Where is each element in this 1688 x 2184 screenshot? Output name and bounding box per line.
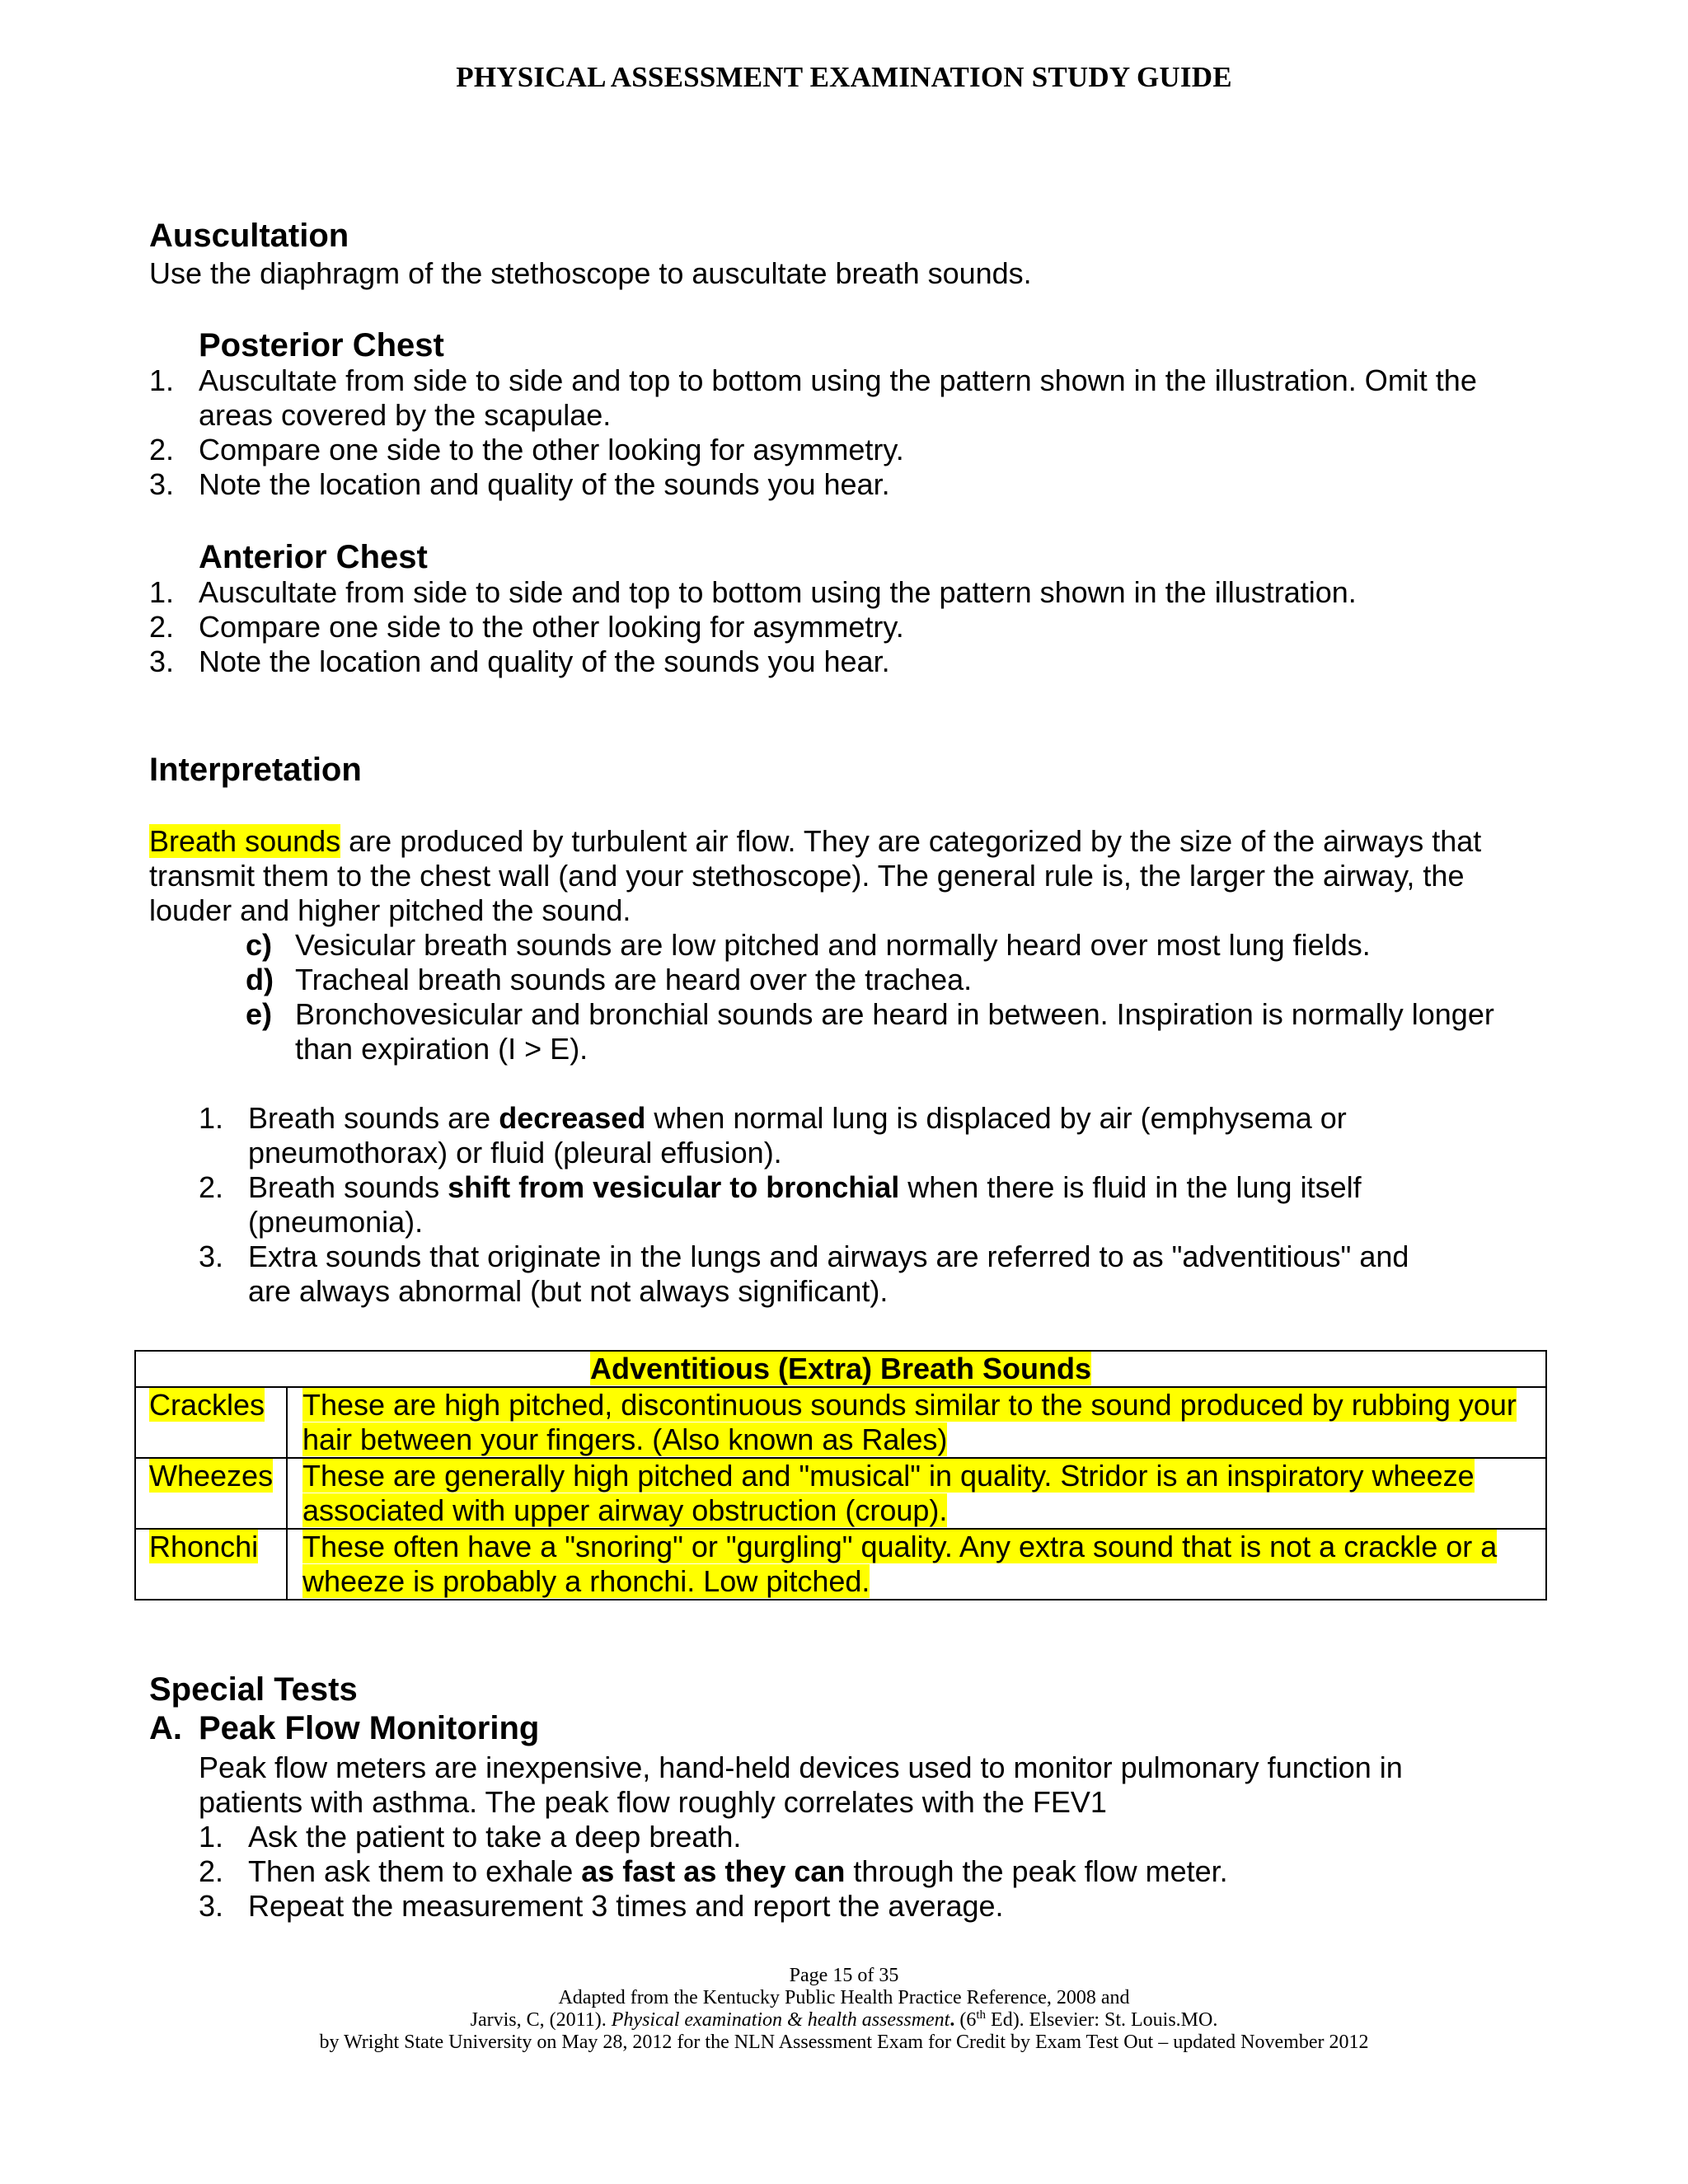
list-item: 2. Compare one side to the other looking for asymmetry. bbox=[149, 610, 904, 644]
list-item: 1. Auscultate from side to side and top to bottom using the pattern shown in the illustration. bbox=[149, 575, 1357, 609]
highlighted-term: Breath sounds bbox=[149, 824, 341, 858]
list-item: 1. Breath sounds are decreased when normal lung is displaced by air (emphysema or pneumothorax) or fluid (pleural effusion). bbox=[199, 1101, 1347, 1169]
auscultation-intro: Use the diaphragm of the stethoscope to auscultate breath sounds. bbox=[149, 256, 1032, 290]
auscultation-heading: Auscultation bbox=[149, 218, 349, 254]
adventitious-sounds-table bbox=[134, 1350, 1547, 1601]
list-item: c) Vesicular breath sounds are low pitched and normally heard over most lung fields. bbox=[246, 928, 1371, 962]
table-term-cell: Wheezes bbox=[135, 1458, 287, 1529]
posterior-chest-heading: Posterior Chest bbox=[199, 327, 444, 363]
footer-line-3: by Wright State University on May 28, 2012 for the NLN Assessment Exam for Credit by Exam Test Out – updated November 2012 bbox=[319, 2032, 1369, 2053]
list-item: 3. Note the location and quality of the sounds you hear. bbox=[149, 467, 890, 501]
list-item: 2. Breath sounds shift from vesicular to bronchial when there is fluid in the lung itself (pneumonia). bbox=[199, 1170, 1362, 1239]
breath-sound-changes-list bbox=[199, 1101, 1418, 1309]
posterior-chest-list bbox=[149, 363, 1534, 502]
table-desc-cell: These are high pitched, discontinuous sounds similar to the sound produced by rubbing your hair between your fingers. (Also known as Rales) bbox=[287, 1387, 1546, 1458]
anterior-chest-list bbox=[149, 575, 1567, 679]
list-item: d) Tracheal breath sounds are heard over the trachea. bbox=[246, 963, 973, 996]
list-item: 3. Repeat the measurement 3 times and report the average. bbox=[199, 1889, 1004, 1923]
peak-flow-intro: Peak flow meters are inexpensive, hand-held devices used to monitor pulmonary function in patients with asthma. The peak flow roughly correlates with the FEV1 bbox=[199, 1750, 1403, 1819]
footer-line-2: Jarvis, C, (2011). Physical examination & health assessment. (6th Ed). Elsevier: St. Louis.MO. bbox=[470, 2008, 1218, 2031]
footer-line-1: Adapted from the Kentucky Public Health Practice Reference, 2008 and bbox=[558, 1987, 1130, 2008]
breath-sound-types-list bbox=[246, 928, 1531, 1066]
table-header-row bbox=[135, 1351, 1546, 1387]
table-title-cell bbox=[135, 1351, 1546, 1387]
table-row bbox=[135, 1387, 1546, 1458]
peak-flow-letter: A. bbox=[149, 1710, 182, 1746]
table-row bbox=[135, 1529, 1546, 1600]
special-tests-heading: Special Tests bbox=[149, 1671, 358, 1708]
list-item: 2. Compare one side to the other looking for asymmetry. bbox=[149, 433, 904, 466]
page-header: PHYSICAL ASSESSMENT EXAMINATION STUDY GUIDE bbox=[456, 61, 1232, 93]
anterior-chest-heading: Anterior Chest bbox=[199, 539, 428, 575]
list-item: 1. Ask the patient to take a deep breath. bbox=[199, 1820, 742, 1854]
peak-flow-heading: Peak Flow Monitoring bbox=[199, 1710, 540, 1746]
table-term-cell: Rhonchi bbox=[135, 1529, 287, 1600]
list-item: 3. Extra sounds that originate in the lungs and airways are referred to as "adventitious" and are always abnormal (but not always significant). bbox=[199, 1240, 1409, 1308]
table-desc-cell: These are generally high pitched and "musical" in quality. Stridor is an inspiratory wheeze associated with upper airway obstruction (croup). bbox=[287, 1458, 1546, 1529]
page-footer bbox=[0, 1965, 1688, 2054]
table-title: Adventitious (Extra) Breath Sounds bbox=[589, 1352, 1092, 1385]
list-item: e) Bronchovesicular and bronchial sounds are heard in between. Inspiration is normally longer than expiration (I > E). bbox=[246, 997, 1494, 1066]
list-item: 1. Auscultate from side to side and top to bottom using the pattern shown in the illustration. Omit the areas covered by the scapulae. bbox=[149, 363, 1477, 432]
list-item: 3. Note the location and quality of the sounds you hear. bbox=[149, 644, 890, 678]
table-row bbox=[135, 1458, 1546, 1529]
interpretation-heading: Interpretation bbox=[149, 752, 362, 788]
table-term-cell: Crackles bbox=[135, 1387, 287, 1458]
list-item: 2. Then ask them to exhale as fast as they can through the peak flow meter. bbox=[199, 1854, 1228, 1888]
page-number: Page 15 of 35 bbox=[789, 1965, 899, 1986]
interpretation-paragraph: Breath sounds are produced by turbulent air flow. They are categorized by the size of the airways that transmit them to the chest wall (and your stethoscope). The general rule is, the larger the airway, the louder and higher pitched the sound. bbox=[149, 824, 1482, 927]
table-desc-cell: These often have a "snoring" or "gurgling" quality. Any extra sound that is not a crackle or a wheeze is probably a rhonchi. Low pitched. bbox=[287, 1529, 1546, 1600]
peak-flow-steps bbox=[199, 1820, 1484, 1924]
